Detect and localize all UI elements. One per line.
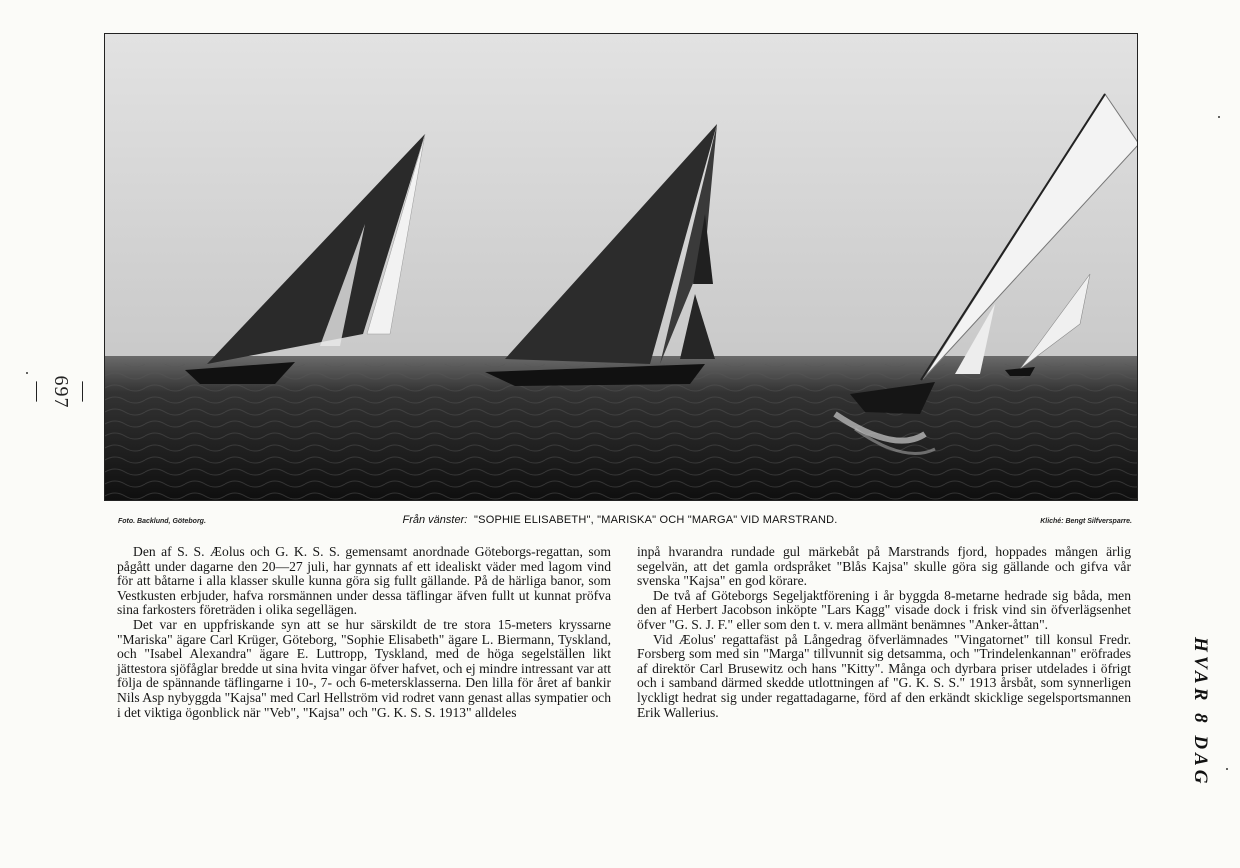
- yacht-race-illustration: [105, 34, 1138, 501]
- article-paragraph: De två af Göteborgs Segeljaktförening i år byggda 8-metarne hedrade sig båda, men den af Herbert Jacobson inköpte "Lars Kagg" visade dock i frisk vind sin öfverlägsenhet öfver "G. S. J. F." eller som den t. v. mera allmänt benämnes "Anker-åttan".: [637, 587, 1131, 632]
- yacht-race-photo: [104, 33, 1138, 501]
- print-mark: [1218, 116, 1220, 118]
- print-mark: [26, 372, 28, 374]
- article-right-column: [637, 545, 1131, 720]
- caption-title: "SOPHIE ELISABETH", "MARISKA" OCH "MARGA" VID MARSTRAND.: [474, 514, 838, 526]
- magazine-side-title: HVAR 8 DAG: [1190, 637, 1211, 788]
- article-paragraph: Vid Æolus' regattafäst på Långedrag öfverlämnades "Vingatornet" till konsul Fredr. Forsberg som med sin "Marga" tillvunnit sig detsamma, och "Trindelenkannan" eröfrades af direktör Carl Brusewitz och hans "Kitty". Många och dyrbara priser utdelades i öfrigt och i samband därmed skedde utlottningen af "G. K. S. S." 1913 årsbåt, som synnerligen lyckligt hedrat sig under regattadagarne, förd af den erkändt skicklige segelsportsmannen Erik Wallerius.: [637, 631, 1131, 720]
- article-paragraph: inpå hvarandra rundade gul märkebåt på Marstrands fjord, hoppades mången ärlig segelvän, att det gamla ordspråket "Blås Kajsa" skulle göra sig gällande och gifva vår svenska "Kajsa" en god körare.: [637, 544, 1131, 589]
- cliche-credit: Kliché: Bengt Silfversparre.: [1040, 518, 1132, 525]
- article-left-column: [117, 545, 611, 720]
- article-paragraph: Det var en uppfriskande syn att se hur särskildt de tre stora 15-meters kryssarne "Mariska" ägare Carl Krüger, Göteborg, "Sophie Elisabeth" ägare L. Biermann, Tyskland, och "Isabel Alexandra" ägare E. Luttropp, Tyskland, med de höga segelställen likt jättestora sjöfåglar bredde ut sina hvita vingar öfver hafvet, och ej mindre intressant var att följa de spännande täflingarne i 10-, 7- och 6-metersklasserna. Den lilla för året af bankir Nils Asp nybyggda "Kajsa" med Carl Hellström vid rodret vann genast allas sympatier och i det viktiga ögonblick när "Veb", "Kajsa" och "G. K. S. S. 1913" alldeles: [117, 616, 611, 720]
- photo-credit: Foto. Backlund, Göteborg.: [118, 518, 206, 525]
- photo-caption: [300, 514, 940, 526]
- caption-prefix: Från vänster:: [402, 514, 468, 526]
- page-number: — 697 —: [27, 375, 95, 409]
- article-paragraph: Den af S. S. Æolus och G. K. S. S. gemensamt anordnade Göteborgs-regattan, som pågått under dagarne den 20—27 juli, har gynnats af ett idealiskt väder med lagom vind för att båtarne i alla klasser skulle kunna göra sig fullt gällande. På de härliga banor, som Vestkusten erbjuder, hafva rorsmännen under dessa täflingar äfven fullt ut kunnat pröfva sina farkosters företräden i olika segellägen.: [117, 544, 611, 618]
- print-mark: [1226, 768, 1228, 770]
